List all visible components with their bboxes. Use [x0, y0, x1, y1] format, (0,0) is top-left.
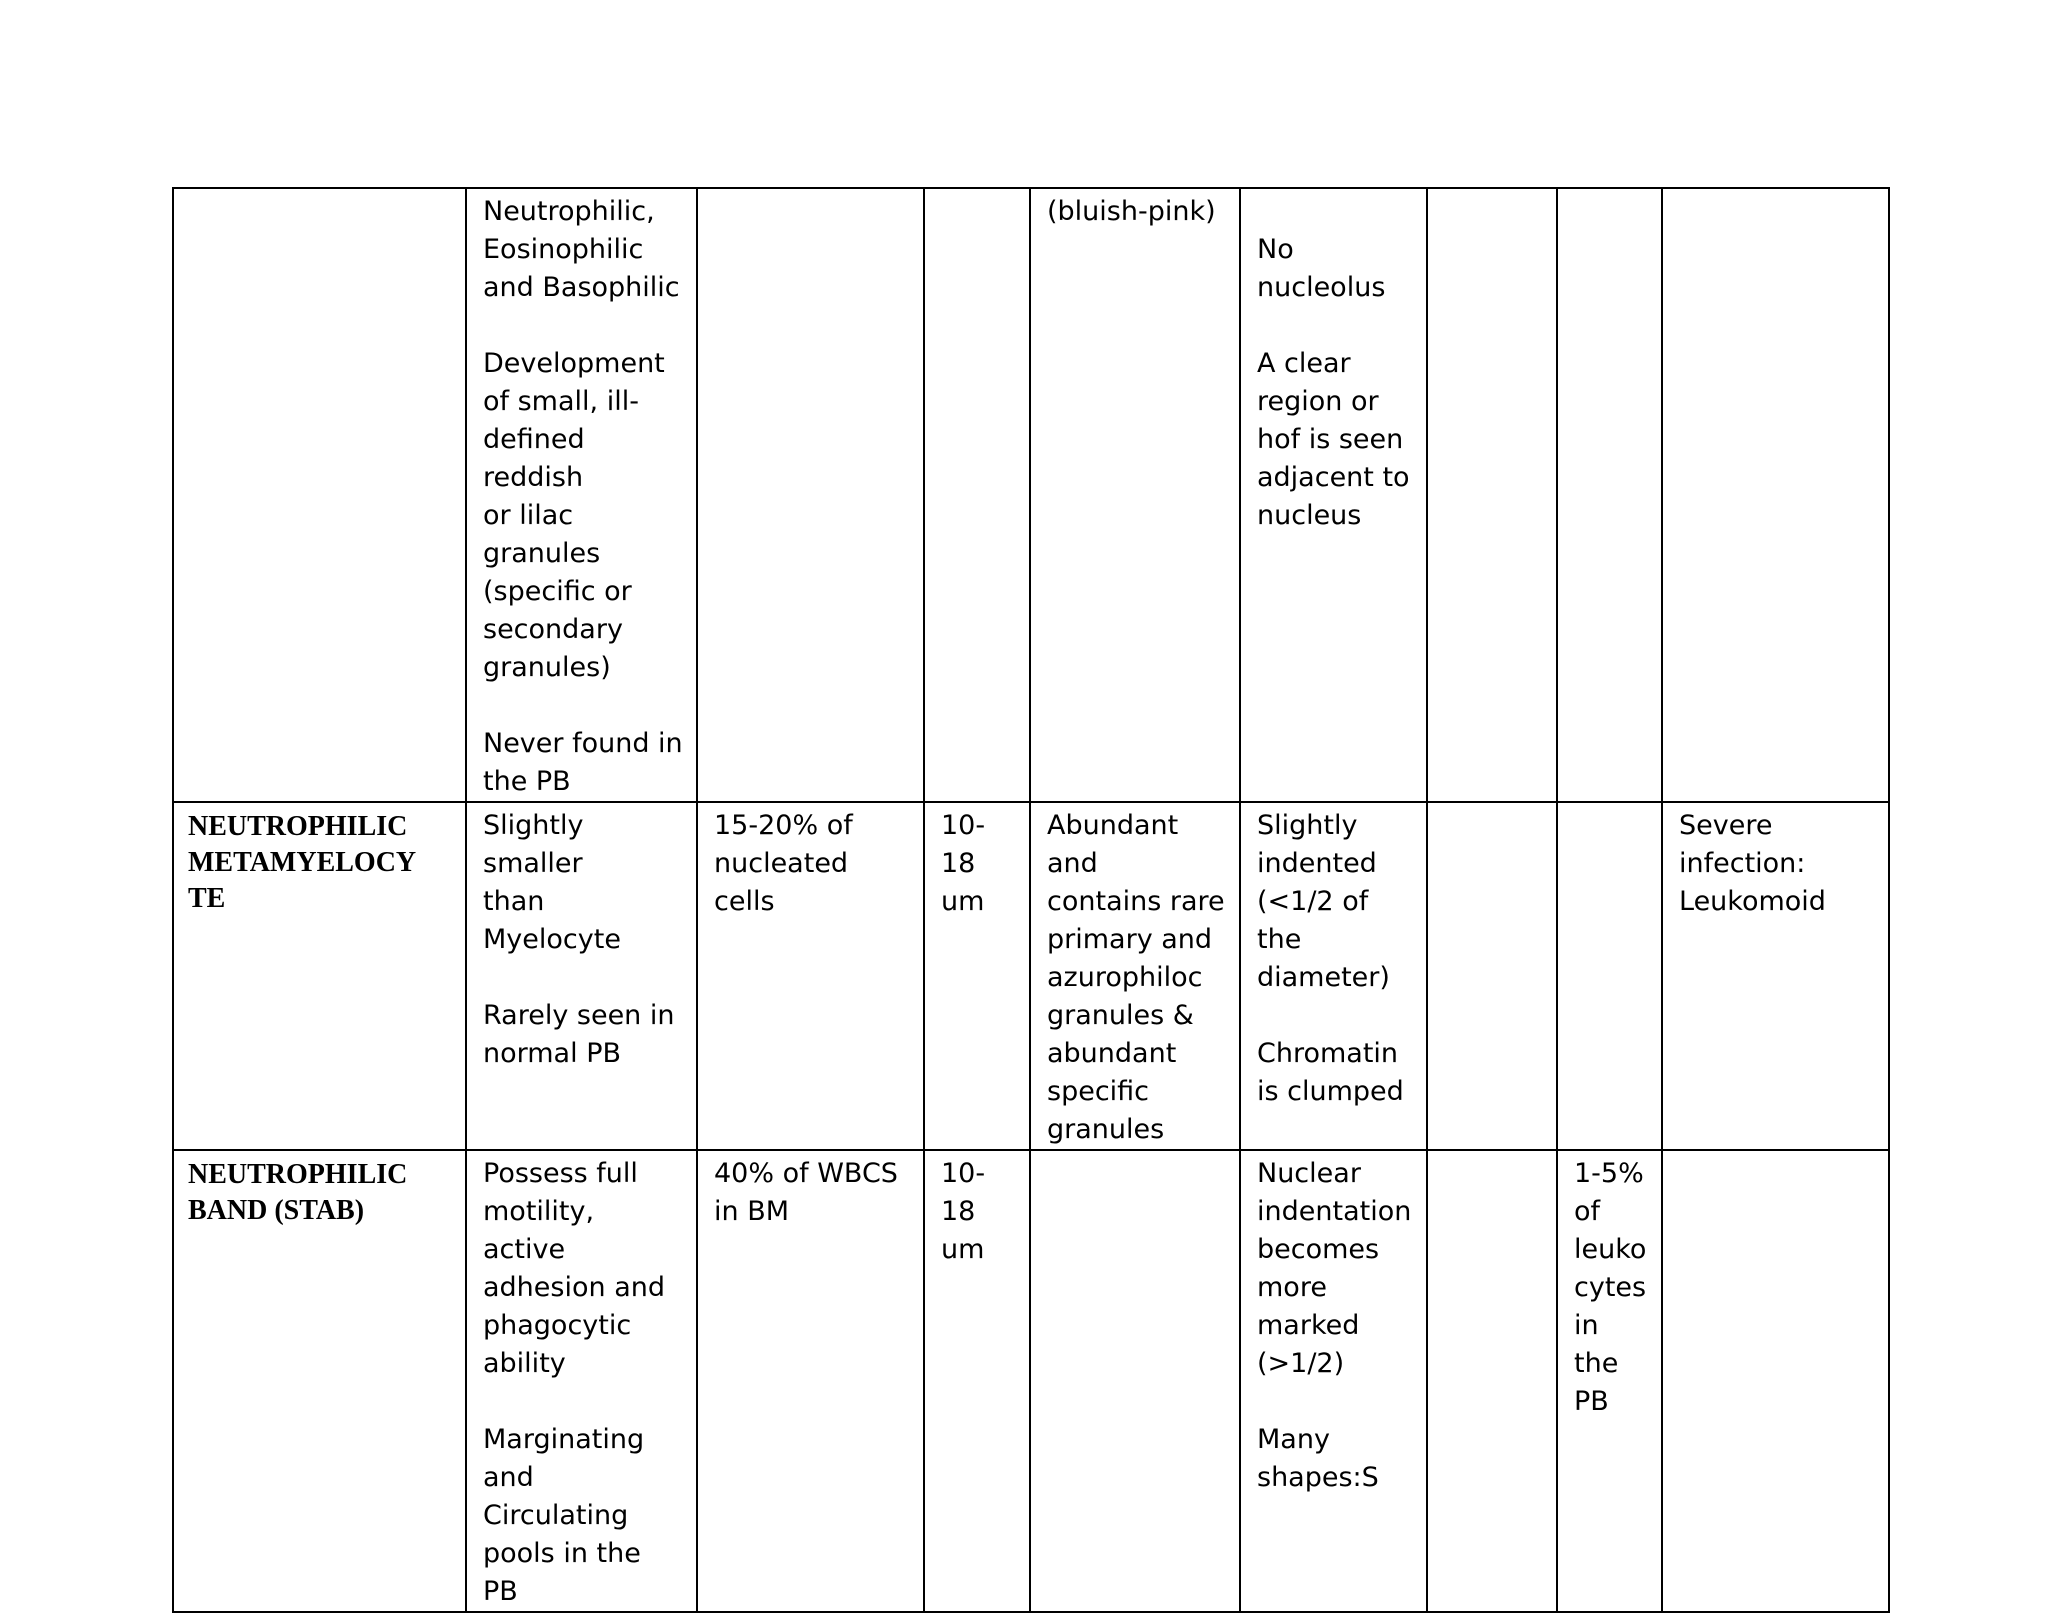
cytoplasm-cell	[1030, 1150, 1240, 1612]
stage-name-cell	[173, 188, 466, 802]
table-cell-col8	[1557, 802, 1662, 1150]
percentage-cell	[697, 188, 924, 802]
table-row	[173, 1150, 1889, 1612]
size-cell	[924, 188, 1030, 802]
nucleus-cell: Slightly indented (<1/2 of the diameter) Chromatin is clumped	[1240, 802, 1427, 1150]
stage-name-cell: NEUTROPHILIC BAND (STAB)	[173, 1150, 466, 1612]
table-cell-col7	[1427, 188, 1557, 802]
cytoplasm-cell: (bluish-pink)	[1030, 188, 1240, 802]
clinical-cell	[1662, 188, 1889, 802]
table-row	[173, 802, 1889, 1150]
size-cell: 10-18 um	[924, 802, 1030, 1150]
clinical-cell	[1662, 1150, 1889, 1612]
table-cell-col7	[1427, 1150, 1557, 1612]
nucleus-cell: Nuclear indentation becomes more marked (>1/2) Many shapes:S	[1240, 1150, 1427, 1612]
table-row	[173, 188, 1889, 802]
description-cell: Slightly smaller than Myelocyte Rarely seen in normal PB	[466, 802, 697, 1150]
percentage-cell: 40% of WBCS in BM	[697, 1150, 924, 1612]
table-cell-col8	[1557, 188, 1662, 802]
percentage-cell: 15-20% of nucleated cells	[697, 802, 924, 1150]
description-cell: Possess full motility, active adhesion and phagocytic ability Marginating and Circulating pools in the PB	[466, 1150, 697, 1612]
nucleus-cell: No nucleolus A clear region or hof is seen adjacent to nucleus	[1240, 188, 1427, 802]
table-cell-col7	[1427, 802, 1557, 1150]
cytoplasm-cell: Abundant and contains rare primary and azurophiloc granules & abundant specific granules	[1030, 802, 1240, 1150]
stage-name-cell: NEUTROPHILIC METAMYELOCY TE	[173, 802, 466, 1150]
cell-stage-table	[172, 187, 1890, 1613]
size-cell: 10-18 um	[924, 1150, 1030, 1612]
description-cell: Neutrophilic, Eosinophilic and Basophilic Development of small, ill- defined reddish or lilac granules (specific or secondary granules) Never found in the PB	[466, 188, 697, 802]
clinical-cell: Severe infection: Leukomoid	[1662, 802, 1889, 1150]
table-cell-col8: 1-5% of leuko cytes in the PB	[1557, 1150, 1662, 1612]
